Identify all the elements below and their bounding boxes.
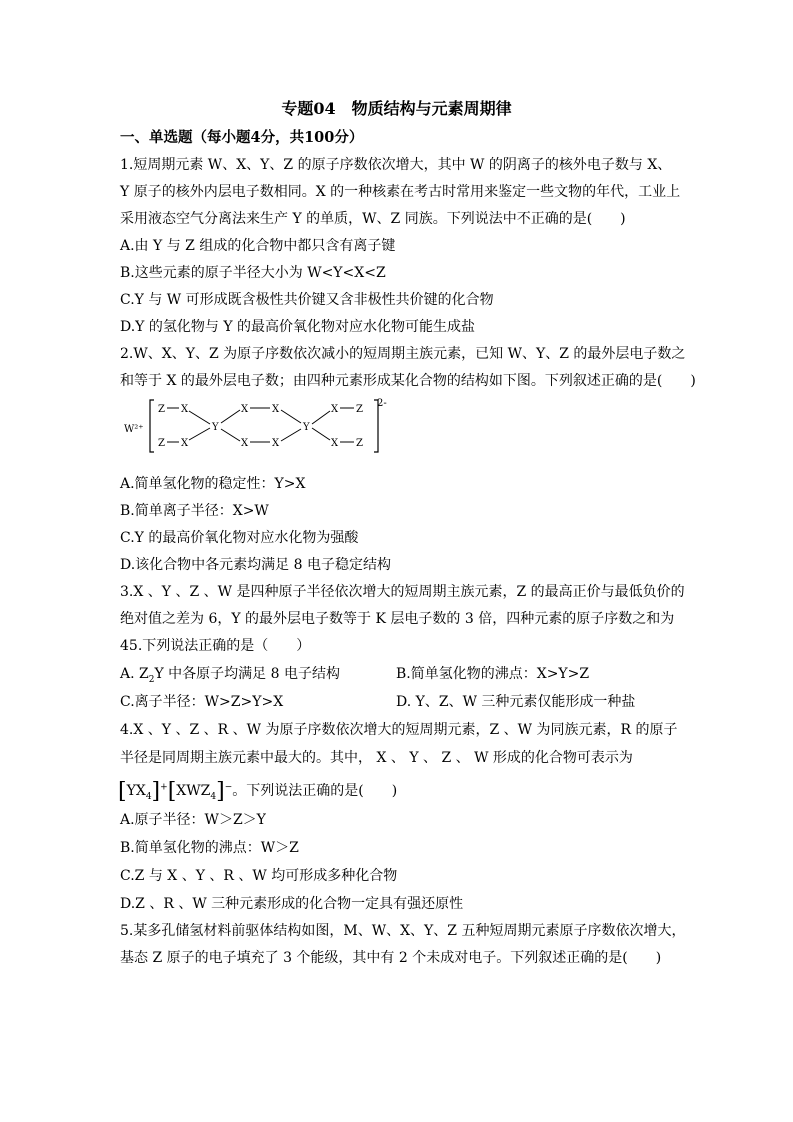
q1-option-d: D.Y 的氢化物与 Y 的最高价氧化物对应水化物可能生成盐 <box>120 319 476 335</box>
q1-option-b: B.这些元素的原子半径大小为 W<Y<X<Z <box>120 265 386 281</box>
q4-formula-anion: XWZ <box>176 783 211 799</box>
atom-z-2: Z <box>158 438 165 449</box>
diagram-charge: 2- <box>377 398 387 409</box>
q3-a-subscript: 2 <box>148 674 155 685</box>
q4-anion-charge: − <box>224 782 233 793</box>
page-title: 专题04 物质结构与元素周期律 <box>281 99 512 118</box>
diagram-cation: W²⁺ <box>124 424 144 435</box>
atom-y-2: Y <box>303 422 310 433</box>
q1-option-a: A.由 Y 与 Z 组成的化合物中都只含有离子键 <box>120 238 396 254</box>
section-heading: 一、单选题（每小题4分，共100分） <box>120 129 364 146</box>
q3-stem-line-3: 45.下列说法正确的是（ ） <box>120 638 311 654</box>
q4-stem-line-3: 。下列说法正确的是( ) <box>232 783 398 799</box>
q1-option-c: C.Y 与 W 可形成既含极性共价键又含非极性共价键的化合物 <box>120 292 494 308</box>
q1-stem-line-1: 1.短周期元素 W、X、Y、Z 的原子序数依次增大，其中 W 的阴离子的核外电子数与 X、 <box>120 157 672 173</box>
q4-cation-sub: 4 <box>145 791 152 802</box>
q3-stem-line-1: 3.X 、Y 、Z 、W 是四种原子半径依次增大的短周期主族元素，Z 的最高正价与最低负价的 <box>120 584 685 600</box>
atom-z-3: Z <box>356 404 363 415</box>
atom-x-8: X <box>331 438 339 449</box>
q4-option-a: A.原子半径：W＞Z＞Y <box>120 812 266 828</box>
q1-stem-line-3: 采用液态空气分离法来生产 Y 的单质，W、Z 同族。下列说法中不正确的是( ) <box>120 211 626 227</box>
atom-x-3: X <box>241 404 249 415</box>
atom-y-1: Y <box>212 422 219 433</box>
atom-x-5: X <box>241 438 249 449</box>
q2-option-c: C.Y 的最高价氧化物对应水化物为强酸 <box>120 530 359 546</box>
q2-option-a: A.简单氢化物的稳定性：Y>X <box>120 476 306 492</box>
q3-a-prefix: A. Z <box>120 666 149 682</box>
q4-option-c: C.Z 与 X 、Y 、R 、W 均可形成多种化合物 <box>120 868 398 884</box>
q2-stem-line-2: 和等于 X 的最外层电子数；由四种元素形成某化合物的结构如下图。下列叙述正确的是( ) <box>120 373 696 389</box>
atom-x-7: X <box>331 404 339 415</box>
q3-option-d: D. Y、Z、W 三种元素仅能形成一种盐 <box>396 694 636 710</box>
atom-z-4: Z <box>356 438 363 449</box>
q3-option-c: C.离子半径：W>Z>Y>X <box>120 694 284 710</box>
q4-formula-cation: YX <box>126 783 146 799</box>
q2-structure-diagram <box>124 396 394 458</box>
q3-stem-line-2: 绝对值之差为 6，Y 的最外层电子数等于 K 层电子数的 3 倍，四种元素的原子序数之和为 <box>120 611 675 627</box>
q5-stem-line-1: 5.某多孔储氢材料前驱体结构如图，M、W、X、Y、Z 五种短周期元素原子序数依次增大， <box>120 923 686 939</box>
q3-option-a <box>120 664 340 690</box>
q4-stem-line-1: 4.X 、Y 、Z 、R 、W 为原子序数依次增大的短周期元素，Z 、W 为同族元素，R 的原子 <box>120 722 678 738</box>
q4-option-b: B.简单氢化物的沸点：W＞Z <box>120 840 299 856</box>
q4-stem-line-2: 半径是同周期主族元素中最大的。其中， X 、 Y 、 Z 、 W 形成的化合物可表示为 <box>120 750 633 766</box>
q3-option-b: B.简单氢化物的沸点：X>Y>Z <box>396 666 590 682</box>
q4-anion-sub: 4 <box>210 791 217 802</box>
q2-option-d: D.该化合物中各元素均满足 8 电子稳定结构 <box>120 557 391 573</box>
atom-x-1: X <box>181 404 189 415</box>
q5-stem-line-2: 基态 Z 原子的电子填充了 3 个能级，其中有 2 个未成对电子。下列叙述正确的是( ) <box>120 950 662 966</box>
q4-cation-charge: + <box>160 782 168 793</box>
q3-a-suffix: Y 中各原子均满足 8 电子结构 <box>154 666 340 682</box>
q4-option-d: D.Z 、R 、W 三种元素形成的化合物一定具有强还原性 <box>120 896 464 912</box>
q2-option-b: B.简单离子半径：X>W <box>120 503 269 519</box>
q2-stem-line-1: 2.W、X、Y、Z 为原子序数依次减小的短周期主族元素，已知 W、Y、Z 的最外层电子数之 <box>120 346 686 362</box>
atom-x-6: X <box>272 438 280 449</box>
q1-stem-line-2: Y 原子的核外内层电子数相同。X 的一种核素在考古时常用来鉴定一些文物的年代，工业上 <box>120 184 681 200</box>
atom-z-1: Z <box>158 404 165 415</box>
q4-formula-line: $[YX_4]^+[XWZ_4]^-$。下列说法正确的是( ) <box>118 779 398 804</box>
atom-x-2: X <box>181 438 189 449</box>
atom-x-4: X <box>272 404 280 415</box>
